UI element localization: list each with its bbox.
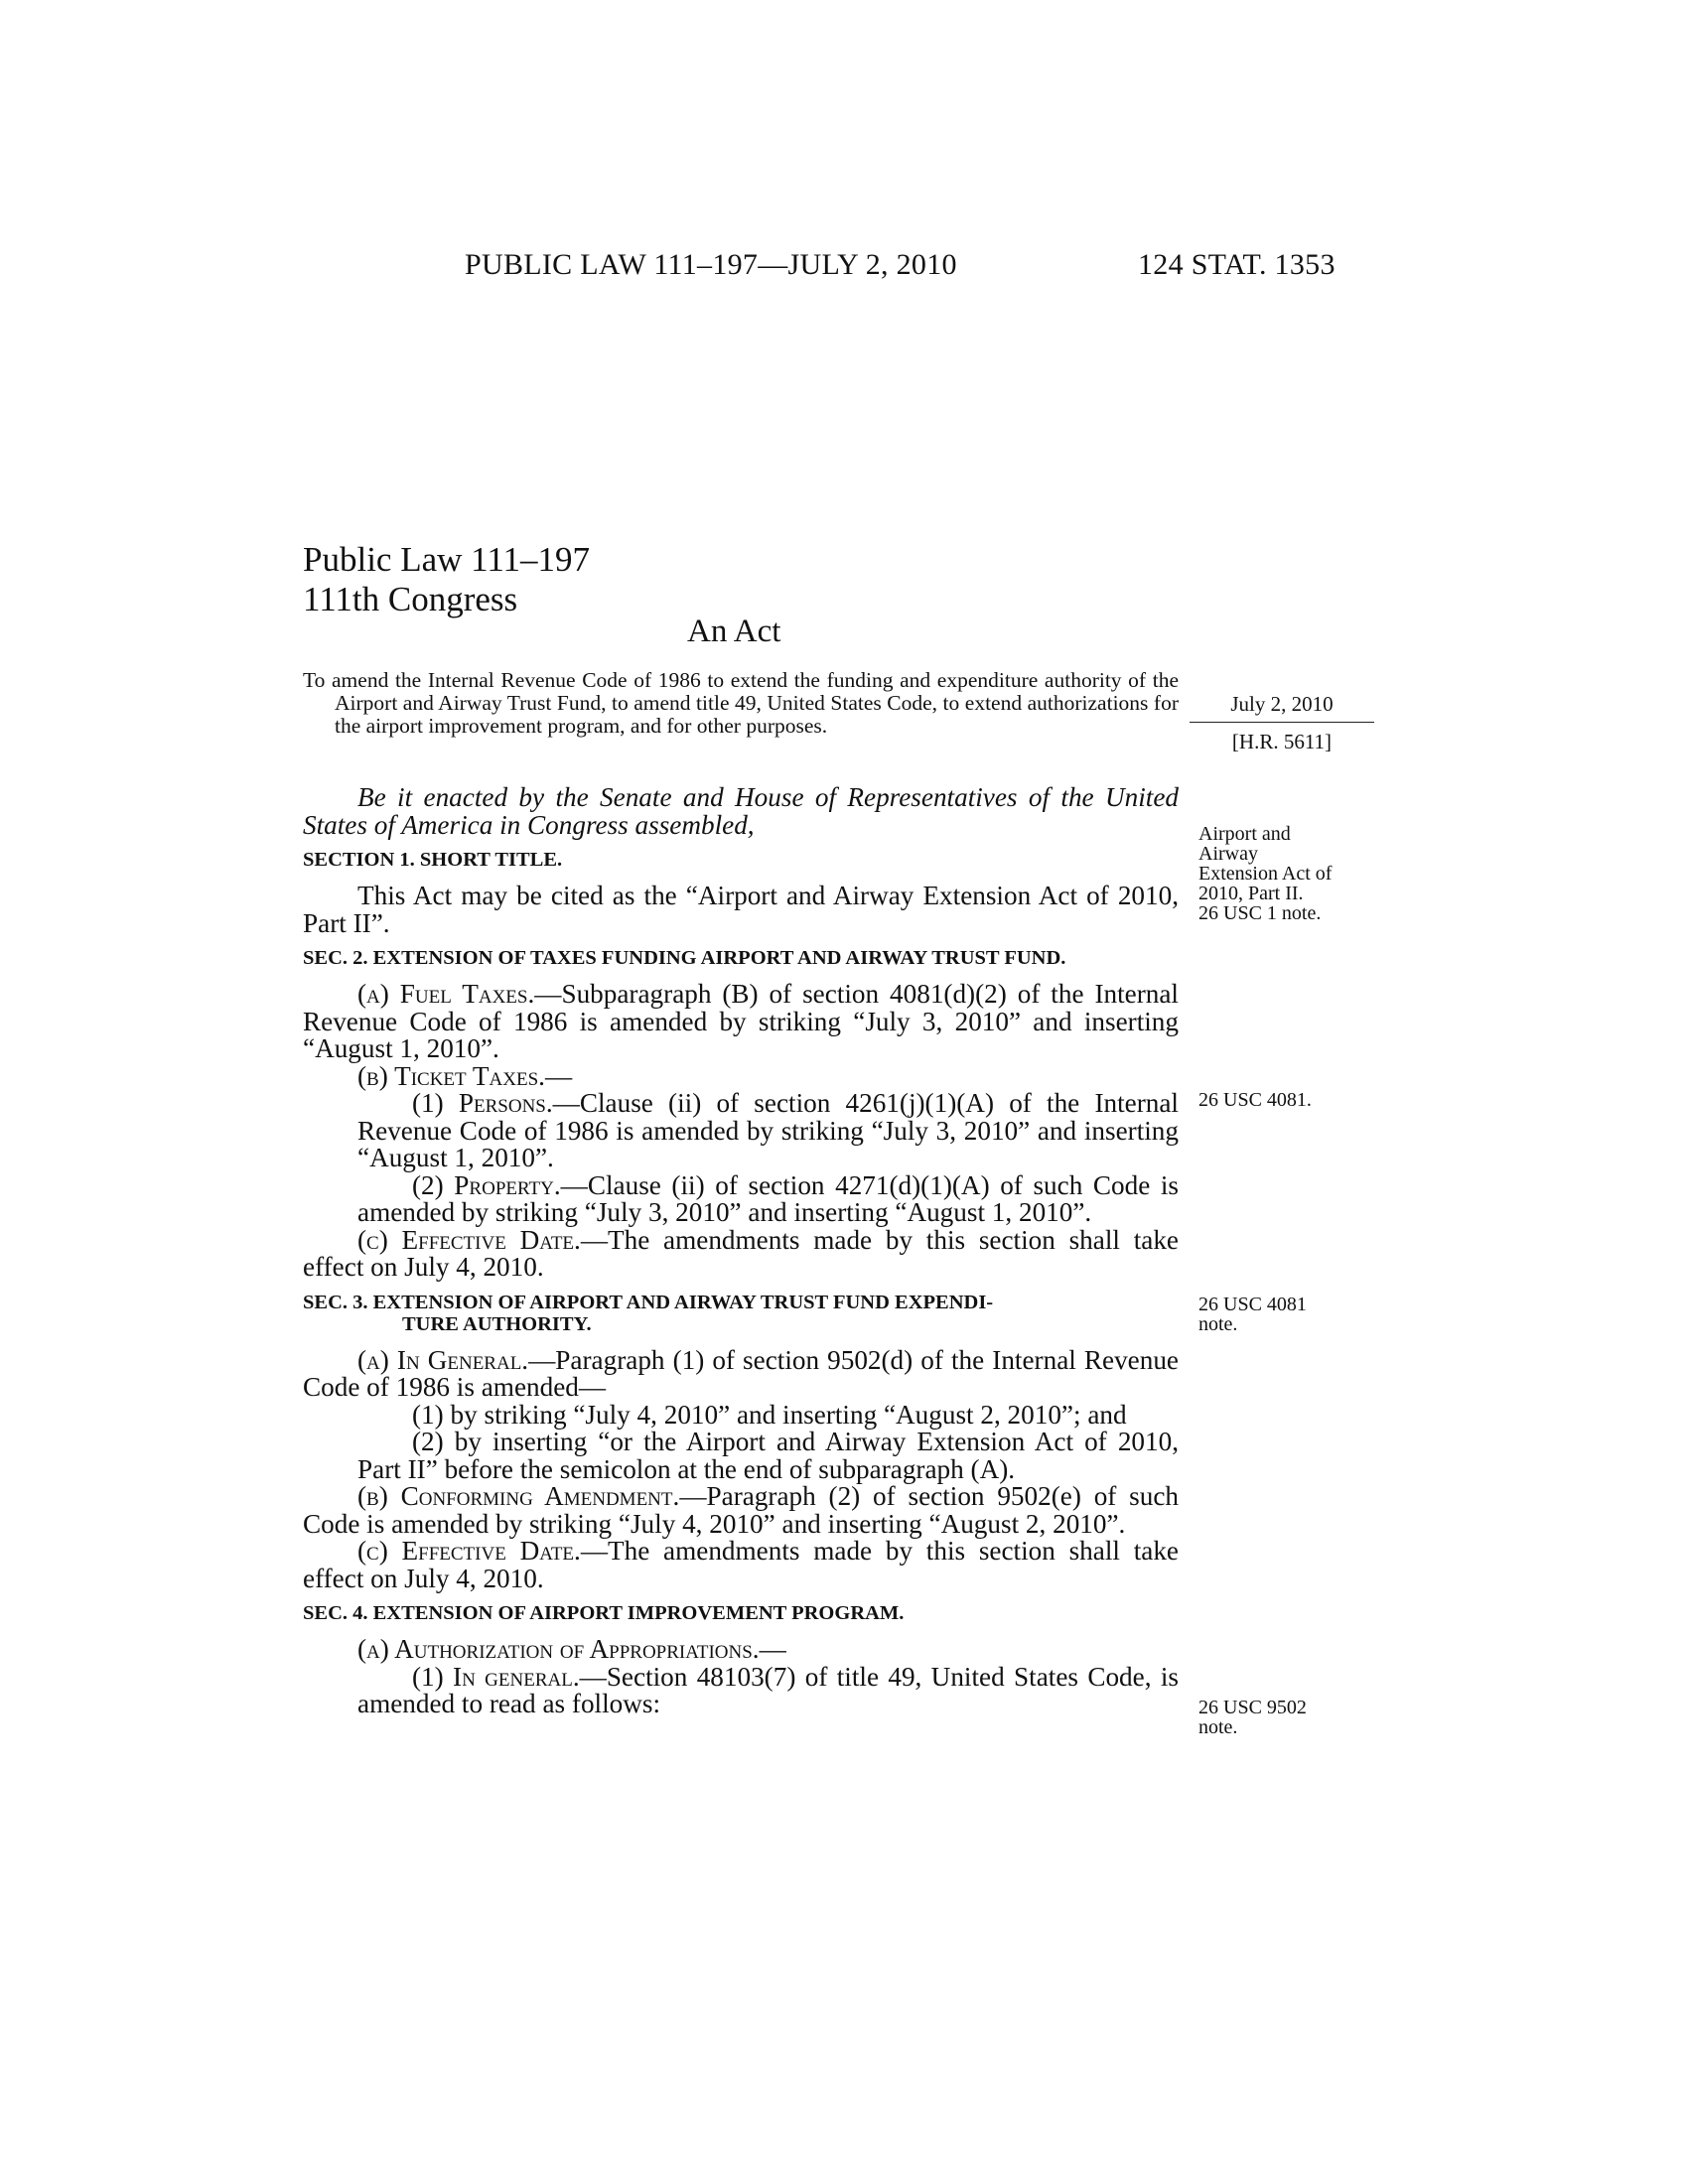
subsection-label: (b) Ticket Taxes. xyxy=(357,1060,545,1091)
subsection-label: (c) Effective Date. xyxy=(357,1224,581,1255)
side-note-26-usc-4081: 26 USC 4081. xyxy=(1198,1089,1312,1111)
bill-number: [H.R. 5611] xyxy=(1231,730,1333,753)
subsection-label: (a) In General. xyxy=(357,1344,529,1375)
section-4-subsection-a: (a) Authorization of Appropriations.— xyxy=(357,1634,786,1664)
section-2-subsection-a: (a) Fuel Taxes.—Subparagraph (B) of section 4081(d)(2) of the Internal Revenue Code of 1986 is amended by striking “July 3, 2010” and inserting “August 1, 2010”. xyxy=(303,979,1179,1063)
paragraph-label: (2) Property. xyxy=(412,1169,561,1200)
side-note-26-usc-4081-note: 26 USC 4081 note. xyxy=(1198,1294,1307,1335)
section-2-subsection-c: (c) Effective Date.—The amendments made by this section shall take effect on July 4, 2010. xyxy=(303,1224,1179,1282)
act-title: An Act xyxy=(687,614,781,649)
act-purpose xyxy=(303,669,1179,738)
side-note-short-title: Airport and Airway Extension Act of 2010, Part II. 26 USC 1 note. xyxy=(1198,823,1333,924)
act-body xyxy=(303,784,1179,1718)
enacting-clause: Be it enacted by the Senate and House of Representatives of the United States of America in Congress assembled, xyxy=(303,782,1179,840)
section-3-paragraph-a1: (1) by striking “July 4, 2010” and inserting “August 2, 2010”; and xyxy=(412,1399,1127,1430)
subsection-label: (a) Fuel Taxes. xyxy=(357,979,535,1009)
law-number: Public Law 111–197 xyxy=(303,540,591,579)
purpose-text: To amend the Internal Revenue Code of 1986 to extend the funding and expenditure authority of the Airport and Airway Trust Fund, to amend title 49, United States Code, to extend authorizations for the airport improvement program, and for other purposes. xyxy=(303,668,1179,738)
congress-number: 111th Congress xyxy=(303,580,518,618)
section-4-paragraph-a1: (1) In general.—Section 48103(7) of title 49, United States Code, is amended to read as follows: xyxy=(357,1661,1179,1718)
enactment-date: July 2, 2010 xyxy=(1190,692,1374,723)
subsection-label: (c) Effective Date. xyxy=(357,1536,581,1566)
paragraph-label: (1) In general. xyxy=(412,1661,580,1692)
subsection-label: (a) Authorization of Appropriations. xyxy=(357,1634,760,1664)
law-title xyxy=(303,540,590,619)
section-2-paragraph-b1: (1) Persons.—Clause (ii) of section 4261(j)(1)(A) of the Internal Revenue Code of 1986 is amended by striking “July 3, 2010” and inserting “August 1, 2010”. xyxy=(357,1088,1179,1172)
section-2-heading: SEC. 2. EXTENSION OF TAXES FUNDING AIRPORT AND AIRWAY TRUST FUND. xyxy=(303,947,1066,969)
section-3-paragraph-a2: (2) by inserting “or the Airport and Airway Extension Act of 2010, Part II” before the semicolon at the end of subparagraph (A). xyxy=(357,1427,1179,1484)
section-3-heading: SEC. 3. EXTENSION OF AIRPORT AND AIRWAY TRUST FUND EXPENDI- TURE AUTHORITY. xyxy=(303,1291,994,1335)
paragraph-label: (1) Persons. xyxy=(412,1088,553,1118)
section-3-subsection-c: (c) Effective Date.—The amendments made by this section shall take effect on July 4, 2010. xyxy=(303,1536,1179,1593)
side-note-26-usc-9502-note: 26 USC 9502 note. xyxy=(1198,1697,1307,1738)
subsection-label: (b) Conforming Amendment. xyxy=(357,1481,680,1511)
section-2-paragraph-b2: (2) Property.—Clause (ii) of section 4271(d)(1)(A) of such Code is amended by striking “July 3, 2010” and inserting “August 1, 2010”. xyxy=(357,1169,1180,1227)
running-header-title: PUBLIC LAW 111–197—JULY 2, 2010 xyxy=(465,248,957,281)
section-1-heading: SECTION 1. SHORT TITLE. xyxy=(303,849,563,871)
section-3-subsection-b: (b) Conforming Amendment.—Paragraph (2) of section 9502(e) of such Code is amended by striking “July 4, 2010” and inserting “August 2, 2010”. xyxy=(303,1481,1179,1539)
statute-page-number: 124 STAT. 1353 xyxy=(1138,248,1336,281)
section-4-heading: SEC. 4. EXTENSION OF AIRPORT IMPROVEMENT PROGRAM. xyxy=(303,1602,905,1624)
section-2-subsection-b: (b) Ticket Taxes.— xyxy=(357,1060,573,1091)
section-3-subsection-a: (a) In General.—Paragraph (1) of section 9502(d) of the Internal Revenue Code of 1986 is amended— xyxy=(303,1344,1179,1402)
margin-date-note xyxy=(1190,692,1374,754)
section-1-text: This Act may be cited as the “Airport and Airway Extension Act of 2010, Part II”. xyxy=(303,881,1179,938)
